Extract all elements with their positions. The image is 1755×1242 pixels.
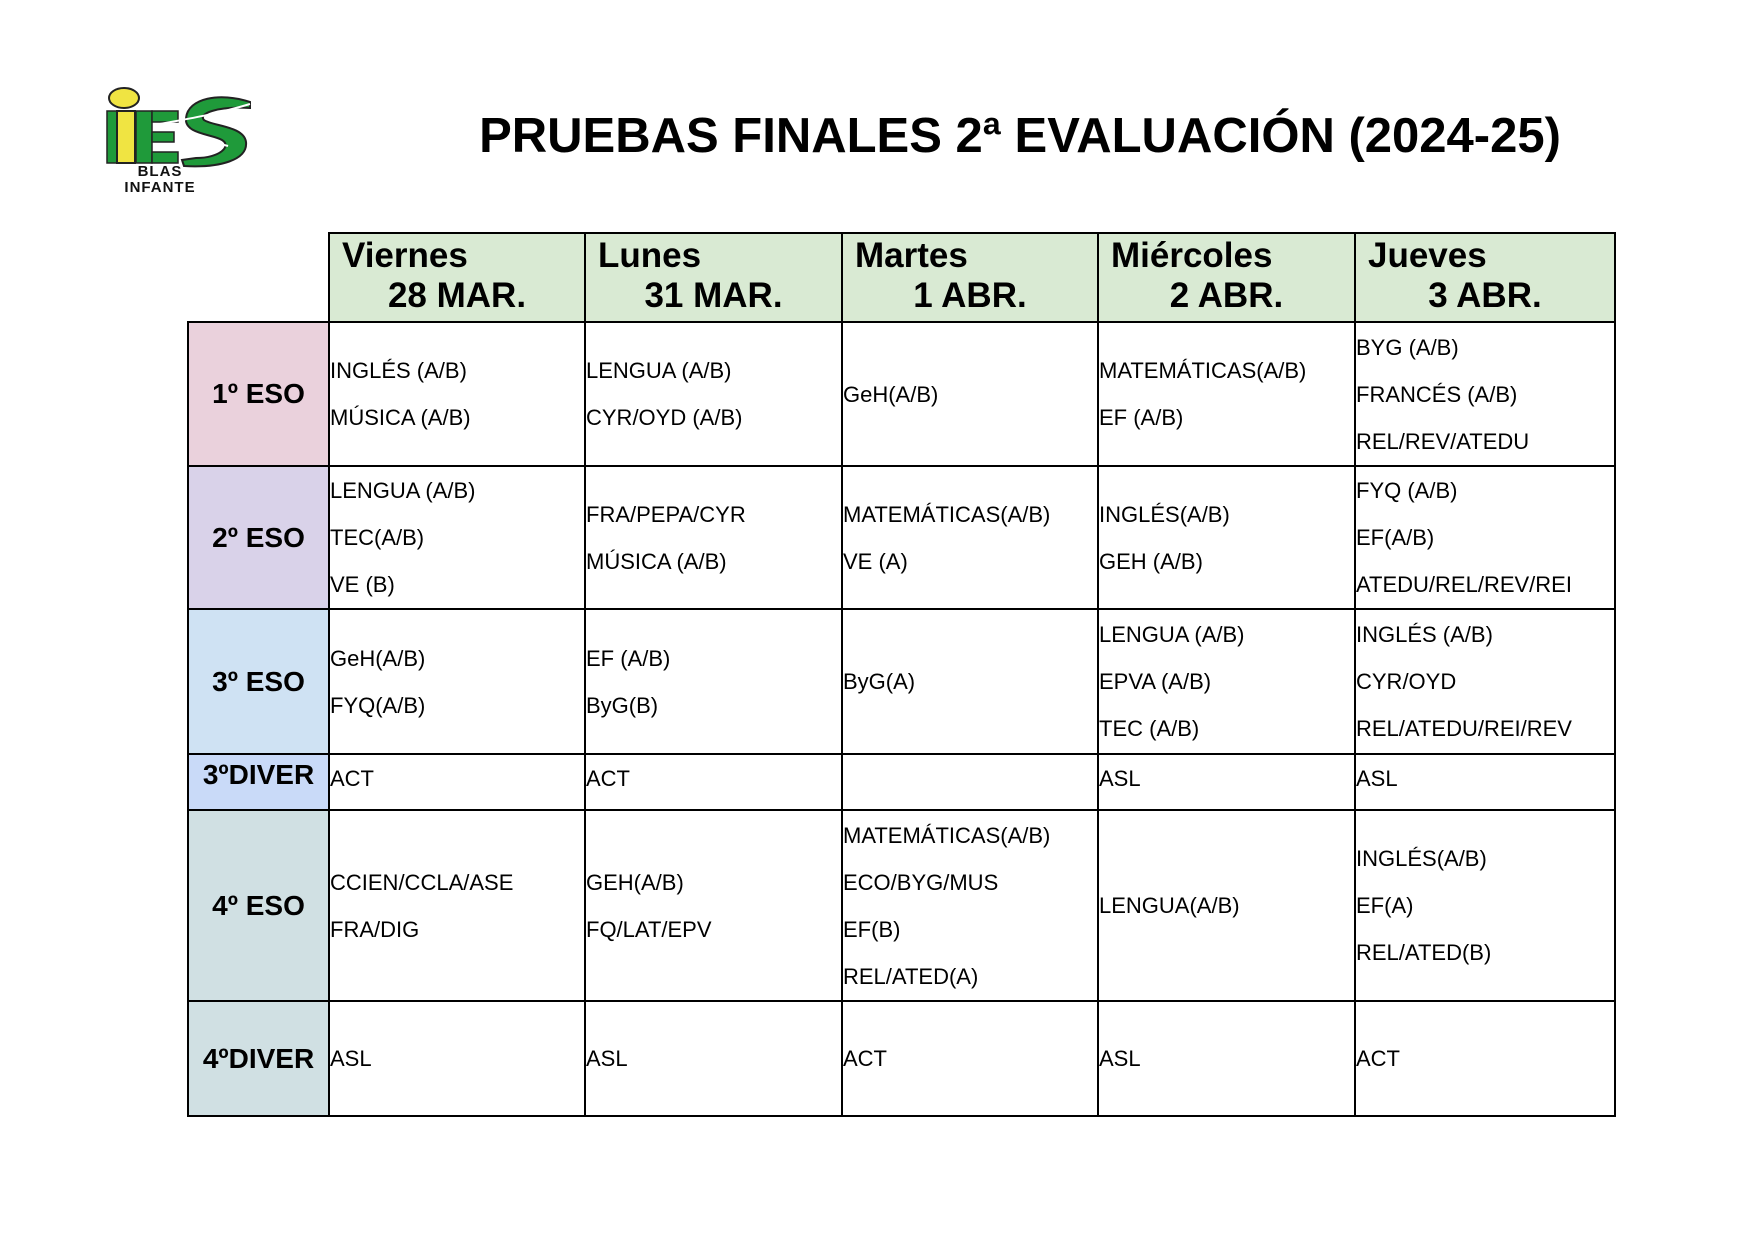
subject-entry: TEC(A/B): [330, 525, 425, 550]
subject-entry: INGLÉS (A/B): [1356, 622, 1493, 647]
subject-entry: FRA/PEPA/CYR: [586, 501, 746, 527]
subject-entry: INGLÉS(A/B): [1356, 846, 1487, 871]
schedule-cell: [585, 322, 842, 466]
subject-entry: BYG (A/B): [1356, 334, 1459, 360]
subject-entry: INGLÉS (A/B): [330, 358, 467, 383]
subject-entry: REL/REV/ATEDU: [1356, 428, 1530, 454]
schedule-cell: [1098, 609, 1355, 754]
subject-entry: GEH (A/B): [1099, 548, 1203, 574]
schedule-cell: [1355, 322, 1615, 466]
subject-entry: FYQ(A/B): [330, 692, 426, 718]
subject-entry: ATEDU/REL/REV/REI: [1356, 572, 1572, 597]
subject-entry: ByG(A): [843, 669, 916, 694]
schedule-cell: [1355, 609, 1615, 754]
subject-entry: EF (A/B): [1099, 405, 1184, 430]
subject-entry: VE (A): [843, 548, 908, 574]
subject-entry: LENGUA (A/B): [1099, 622, 1245, 647]
subject-entry: EF(B): [843, 916, 901, 942]
schedule-cell: [842, 609, 1098, 754]
subject-entry: VE (B): [330, 572, 395, 597]
subject-entry: ACT: [330, 766, 374, 791]
subject-entry: REL/ATEDU/REI/REV: [1356, 716, 1572, 741]
schedule-cell: [585, 810, 842, 1001]
schedule-cell: [842, 466, 1098, 609]
subject-entry: CYR/OYD: [1356, 669, 1457, 694]
subject-entry: FYQ (A/B): [1356, 478, 1458, 503]
day-header: [329, 233, 585, 322]
row-label: 3ºDIVER: [188, 754, 329, 810]
subject-entry: EF (A/B): [586, 645, 671, 671]
logo-text-blas: BLAS: [137, 163, 183, 180]
subject-entry: GEH(A/B): [586, 869, 684, 895]
corner-cell: [188, 233, 329, 322]
subject-entry: LENGUA(A/B): [1099, 893, 1240, 918]
subject-entry: ACT: [586, 766, 630, 791]
day-name: Lunes: [598, 236, 702, 275]
subject-entry: MATEMÁTICAS(A/B): [843, 822, 1051, 848]
schedule-cell: [585, 466, 842, 609]
subject-entry: GeH(A/B): [330, 645, 426, 671]
schedule-cell: [329, 1001, 585, 1116]
schedule-cell: [329, 810, 585, 1001]
exam-schedule-table: [187, 232, 1616, 1117]
day-name: Viernes: [342, 236, 468, 275]
logo-text-infante: INFANTE: [124, 179, 196, 196]
subject-entry: INGLÉS(A/B): [1099, 501, 1230, 527]
subject-entry: CYR/OYD (A/B): [586, 405, 743, 430]
row-label: 4º ESO: [188, 810, 329, 1001]
subject-entry: ACT: [843, 1046, 887, 1071]
schedule-cell: [842, 754, 1098, 810]
subject-entry: LENGUA (A/B): [330, 478, 476, 503]
subject-entry: FQ/LAT/EPV: [586, 916, 712, 942]
day-header: [1355, 233, 1615, 322]
subject-entry: GeH(A/B): [843, 381, 939, 407]
day-header: [1098, 233, 1355, 322]
table-row: [188, 466, 1615, 609]
schedule-cell: [329, 754, 585, 810]
day-date: 3 ABR.: [1428, 276, 1542, 315]
day-name: Martes: [855, 236, 968, 275]
schedule-cell: [585, 754, 842, 810]
schedule-cell: [1098, 754, 1355, 810]
subject-entry: REL/ATED(B): [1356, 940, 1492, 965]
schedule-cell: [585, 1001, 842, 1116]
school-logo: [100, 84, 260, 196]
schedule-cell: [329, 609, 585, 754]
schedule-cell: [1098, 322, 1355, 466]
schedule-cell: [842, 1001, 1098, 1116]
subject-entry: MÚSICA (A/B): [586, 548, 727, 574]
subject-entry: MATEMÁTICAS(A/B): [843, 501, 1051, 527]
table-row: [188, 810, 1615, 1001]
subject-entry: TEC (A/B): [1099, 716, 1200, 741]
subject-entry: CCIEN/CCLA/ASE: [330, 869, 514, 895]
subject-entry: ASL: [1099, 766, 1141, 791]
row-label: 3º ESO: [188, 609, 329, 754]
schedule-cell: [329, 322, 585, 466]
day-date: 1 ABR.: [913, 276, 1027, 315]
day-header: [585, 233, 842, 322]
row-label: 1º ESO: [188, 322, 329, 466]
day-header: [842, 233, 1098, 322]
schedule-cell: [1355, 466, 1615, 609]
schedule-cell: [1355, 754, 1615, 810]
subject-entry: MÚSICA (A/B): [330, 405, 471, 430]
subject-entry: ASL: [1099, 1046, 1141, 1071]
row-label: 4ºDIVER: [188, 1001, 329, 1116]
subject-entry: ASL: [1356, 766, 1398, 791]
subject-entry: EF(A/B): [1356, 525, 1435, 550]
schedule-cell: [1098, 1001, 1355, 1116]
table-row: [188, 1001, 1615, 1116]
subject-entry: EF(A): [1356, 893, 1414, 918]
subject-entry: ASL: [586, 1046, 628, 1071]
schedule-cell: [329, 466, 585, 609]
schedule-cell: [1355, 810, 1615, 1001]
days-header-row: [188, 233, 1615, 322]
day-name: Miércoles: [1111, 236, 1273, 275]
schedule-cell: [585, 609, 842, 754]
table-row: [188, 754, 1615, 810]
subject-entry: ECO/BYG/MUS: [843, 869, 999, 895]
schedule-cell: [1355, 1001, 1615, 1116]
subject-entry: LENGUA (A/B): [586, 358, 732, 383]
day-date: 28 MAR.: [387, 276, 527, 315]
subject-entry: ACT: [1356, 1046, 1400, 1071]
subject-entry: FRANCÉS (A/B): [1356, 381, 1518, 407]
subject-entry: EPVA (A/B): [1099, 669, 1212, 694]
schedule-cell: [842, 810, 1098, 1001]
schedule-cell: [842, 322, 1098, 466]
subject-entry: ByG(B): [586, 692, 659, 718]
subject-entry: REL/ATED(A): [843, 963, 979, 989]
day-date: 31 MAR.: [644, 276, 783, 315]
subject-entry: FRA/DIG: [330, 916, 420, 942]
subject-entry: ASL: [330, 1046, 372, 1071]
day-date: 2 ABR.: [1169, 276, 1284, 315]
schedule-cell: [1098, 466, 1355, 609]
table-row: [188, 609, 1615, 754]
table-row: [188, 322, 1615, 466]
day-name: Jueves: [1368, 236, 1487, 275]
row-label: 2º ESO: [188, 466, 329, 609]
schedule-cell: [1098, 810, 1355, 1001]
page-title: PRUEBAS FINALES 2ª EVALUACIÓN (2024-25): [479, 109, 1561, 163]
subject-entry: MATEMÁTICAS(A/B): [1099, 358, 1307, 383]
